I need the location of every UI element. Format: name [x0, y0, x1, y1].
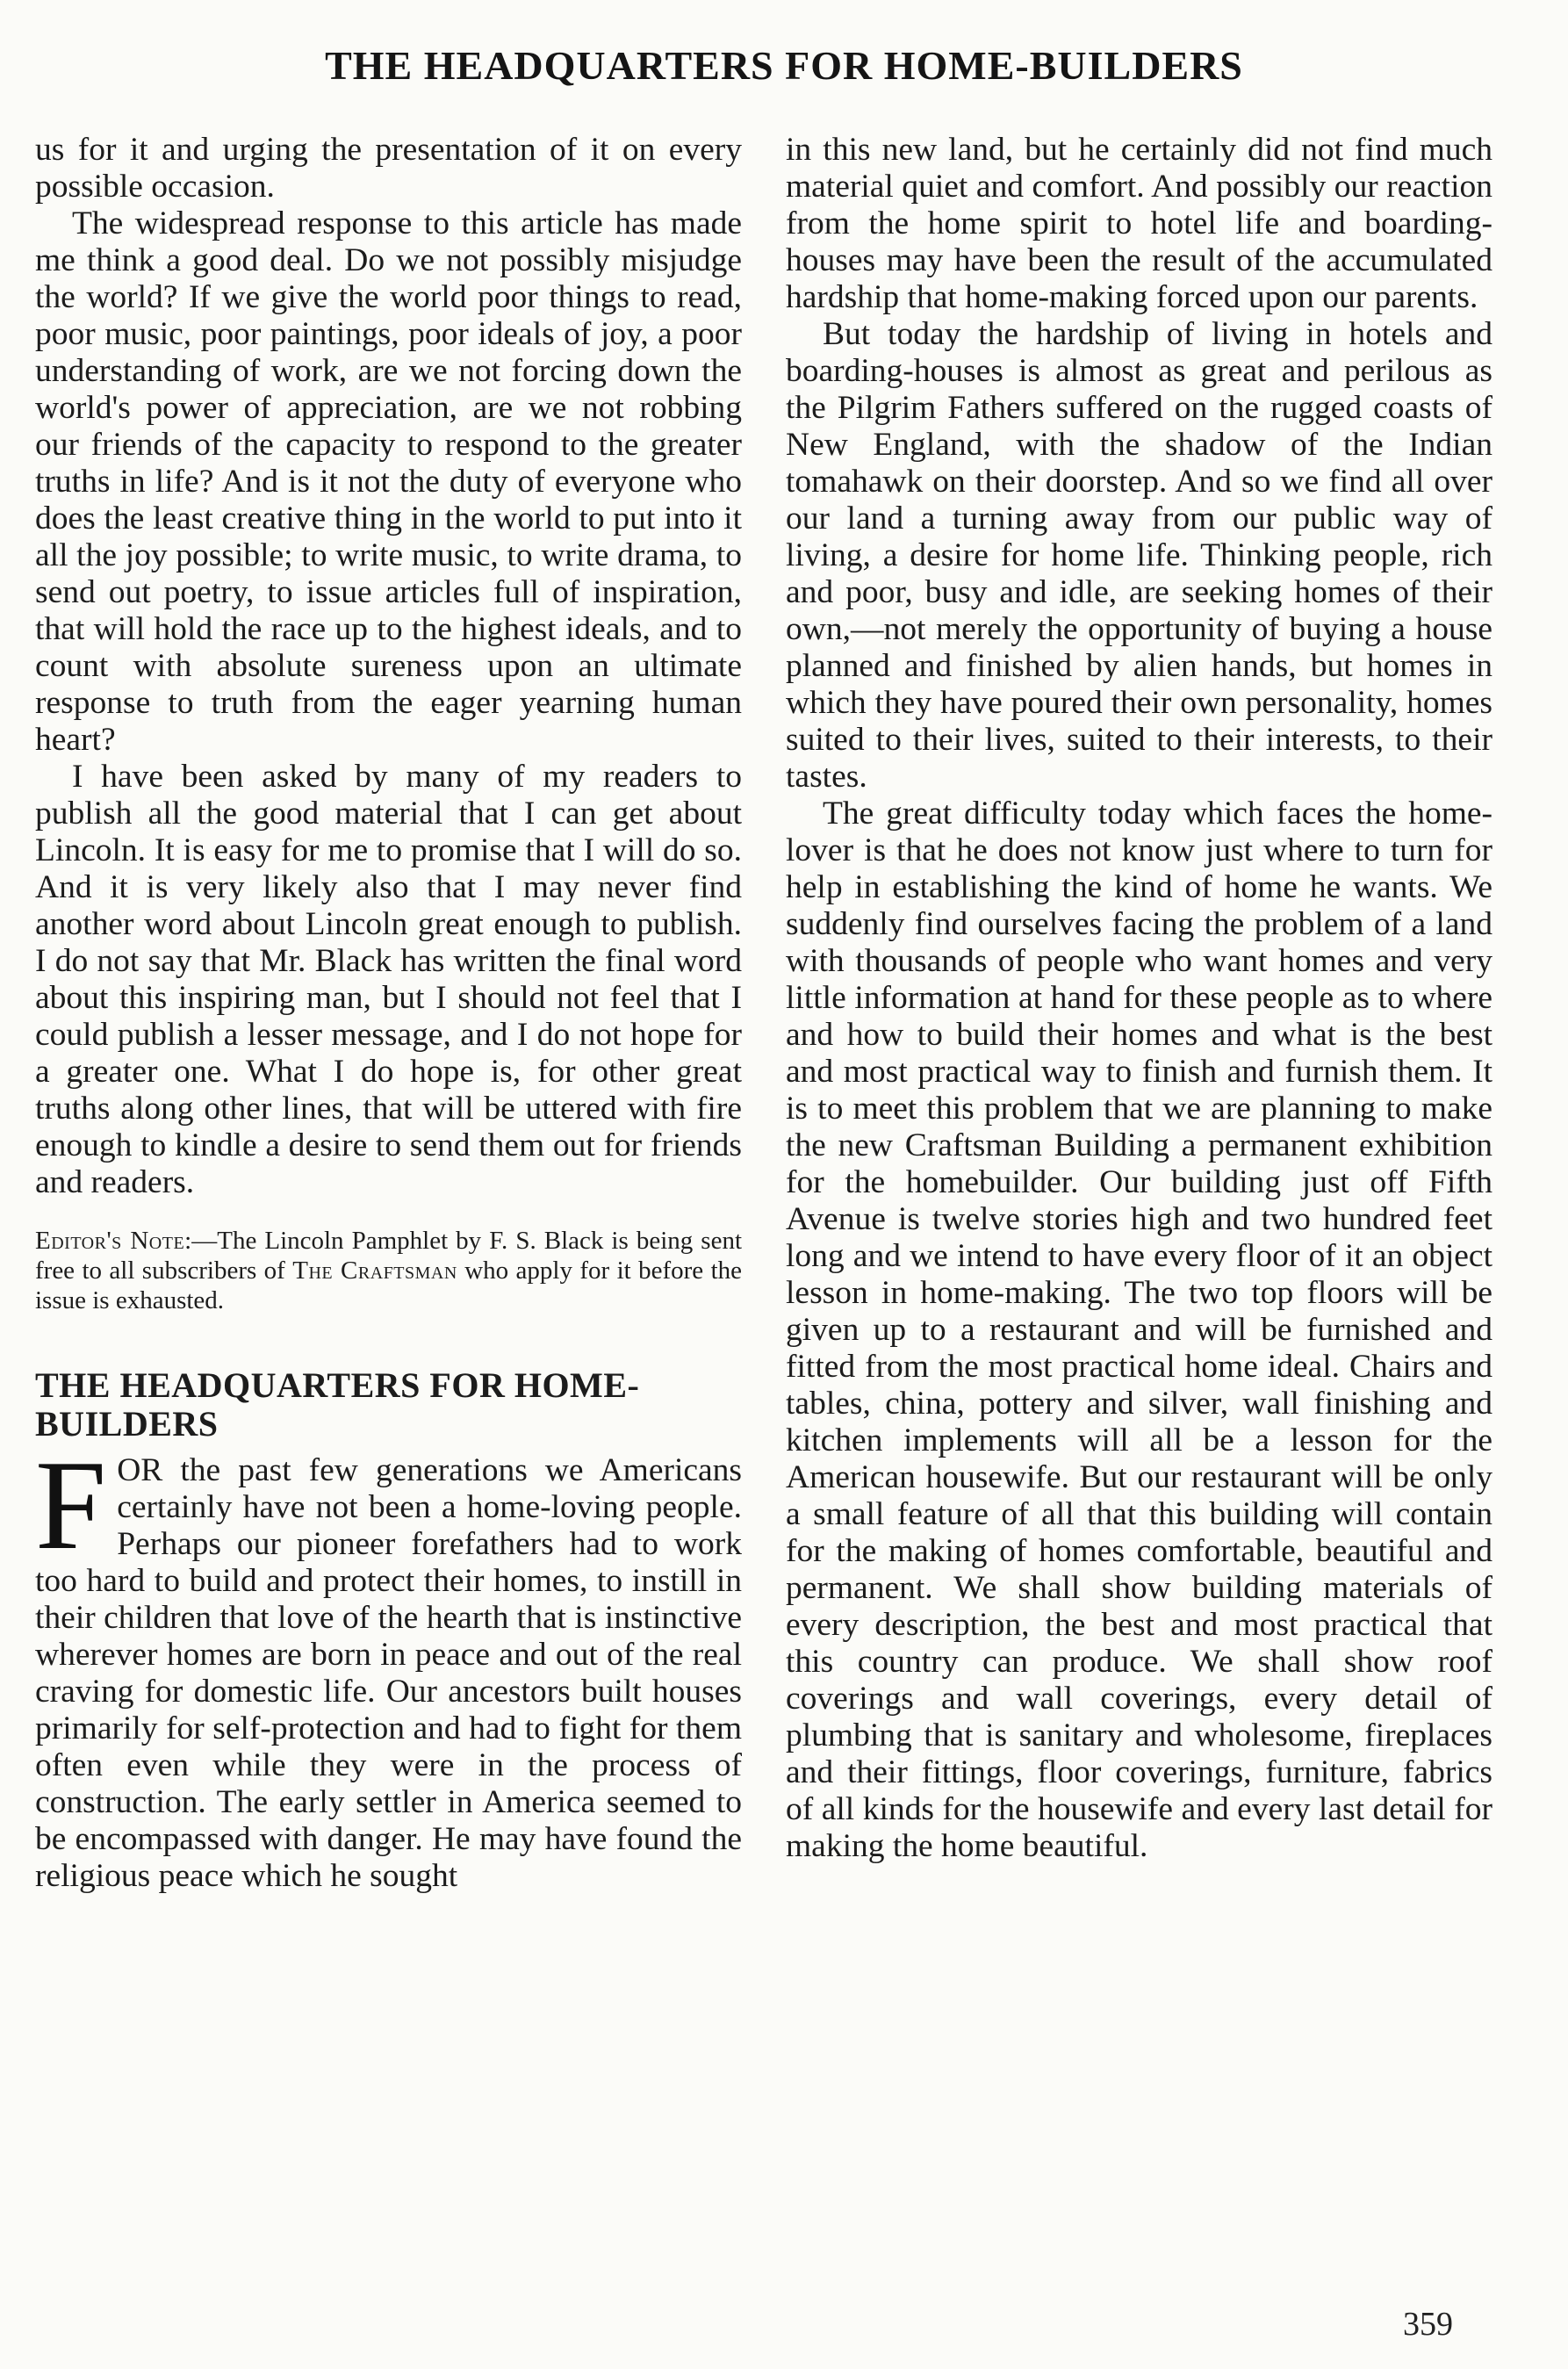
- left-paragraph: The widespread response to this article has made me think a good deal. Do we not possibly misjudge the world? If we give the world poor things to read, poor music, poor paintings, poor ideals of joy, a poor understanding of work, are we not forcing down the world's power of appreciation, are we not robbing our friends of the capacity to respond to the greater truths in life? And is it not the duty of everyone who does the least creative thing in the world to put into it all the joy possible; to write music, to write drama, to send out poetry, to issue articles full of inspiration, that will hold the race up to the highest ideals, and to count with absolute sureness upon an ultimate response to truth from the eager yearning human heart?: [35, 205, 742, 758]
- article-first-paragraph-text: OR the past few generations we Americans certainly have not been a home-loving people. Perhaps our pioneer forefathers had to work too hard to build and protect their homes, to instill in their children that love of the hearth that is instinctive wherever homes are born in peace and out of the real craving for domestic life. Our ancestors built houses primarily for self-protection and had to fight for them often even while they were in the process of construction. The early settler in America seemed to be encompassed with danger. He may have found the religious peace which he sought: [35, 1452, 742, 1894]
- right-paragraph-continued: in this new land, but he certainly did not find much material quiet and comfort. And possibly our reaction from the home spirit to hotel life and boarding-houses may have been the result of the accumulated hardship that home-making forced upon our parents.: [786, 132, 1492, 315]
- page-number: 359: [1403, 2306, 1453, 2343]
- editors-note: [35, 1226, 742, 1315]
- magazine-name: The Craftsman: [292, 1257, 457, 1285]
- left-column: [35, 132, 742, 1895]
- article-first-paragraph: [35, 1434, 742, 1895]
- right-column: [786, 132, 1492, 1865]
- right-paragraph: The great difficulty today which faces the home-lover is that he does not know just where to turn for help in establishing the kind of home he wants. We suddenly find ourselves facing the problem of a land with thousands of people who want homes and very little information at hand for these people as to where and how to build their homes and what is the best and most practical way to finish and furnish them. It is to meet this problem that we are planning to make the new Craftsman Building a permanent exhibition for the homebuilder. Our building just off Fifth Avenue is twelve stories high and two hundred feet long and we intend to have every floor of it an object lesson in home-making. The two top floors will be given up to a restaurant and will be furnished and fitted from the most practical home ideal. Chairs and tables, china, pottery and silver, wall finishing and kitchen implements will all be a lesson for the American housewife. But our restaurant will be only a small feature of all that this building will contain for the making of homes comfortable, beautiful and permanent. We shall show building materials of every description, the best and most practical that this country can produce. We shall show roof coverings and wall coverings, every detail of plumbing that is sanitary and wholesome, fireplaces and their fittings, floor coverings, furniture, fabrics of all kinds for the housewife and every last detail for making the home beautiful.: [786, 796, 1492, 1864]
- left-paragraph-continued: us for it and urging the presentation of it on every possible occasion.: [35, 132, 742, 205]
- left-paragraph: I have been asked by many of my readers to publish all the good material that I can get about Lincoln. It is easy for me to promise that I will do so. And it is very likely also that I may never find another word about Lincoln great enough to publish. I do not say that Mr. Black has written the final word about this inspiring man, but I should not feel that I could publish a lesser message, and I do not hope for a greater one. What I do hope is, for other great truths along other lines, that will be uttered with fire enough to kindle a desire to send them out for friends and readers.: [35, 759, 742, 1200]
- editors-note-label: Editor's Note: [35, 1227, 185, 1255]
- editors-note-text-end: who apply for it before the issue is exhausted.: [35, 1257, 742, 1314]
- running-head: THE HEADQUARTERS FOR HOME-BUILDERS: [325, 43, 1243, 88]
- article-title: THE HEADQUARTERS FOR HOME-BUILDERS: [35, 1365, 640, 1444]
- editors-note-text: :—The Lincoln Pamphlet by F. S. Black is being sent free to all subscribers of: [35, 1227, 743, 1285]
- drop-cap: F: [35, 1434, 107, 1576]
- right-paragraph: But today the hardship of living in hotels and boarding-houses is almost as great and perilous as the Pilgrim Fathers suffered on the rugged coasts of New England, with the shadow of the Indian tomahawk on their doorstep. And so we find all over our land a turning away from our public way of living, a desire for home life. Thinking people, rich and poor, busy and idle, are seeking homes of their own,—not merely the opportunity of buying a house planned and finished by alien hands, but homes in which they have poured their own personality, homes suited to their lives, suited to their interests, to their tastes.: [786, 316, 1492, 795]
